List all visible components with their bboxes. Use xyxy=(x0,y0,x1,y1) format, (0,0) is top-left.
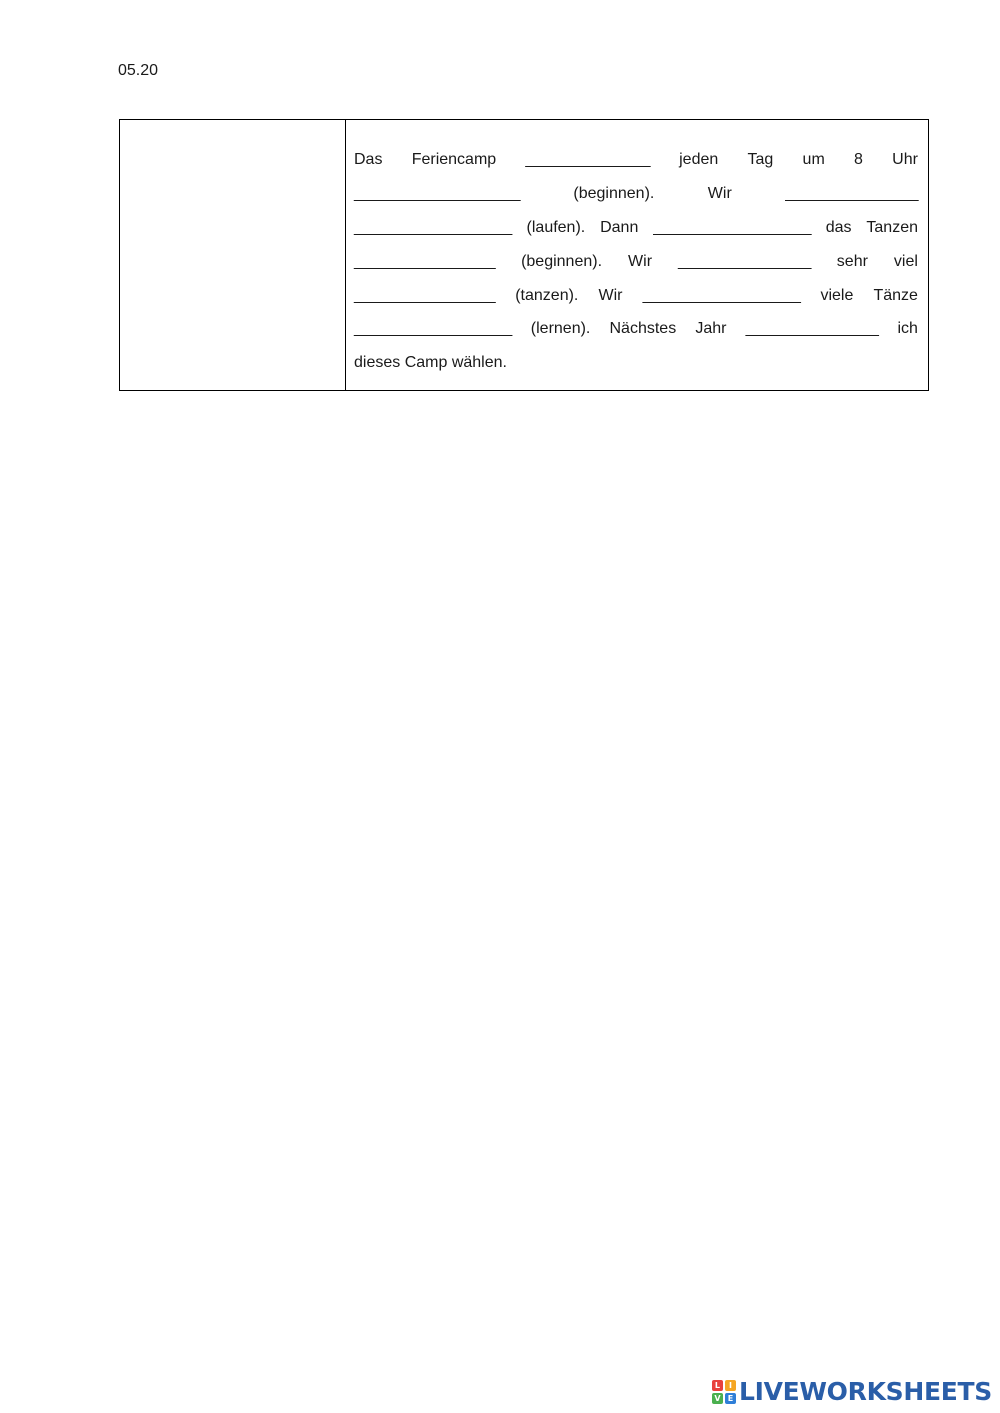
text-word: Feriencamp xyxy=(411,151,497,168)
text-word: Das xyxy=(354,151,383,168)
text-word: Uhr xyxy=(892,151,918,168)
text-word: Tanzen xyxy=(866,218,918,236)
brand-mark-tile: L xyxy=(712,1380,723,1391)
text-word: Tag xyxy=(747,151,774,168)
text-word: Wir xyxy=(628,252,653,270)
text-word: dieses Camp wählen. xyxy=(354,354,507,372)
text-word: (beginnen). xyxy=(573,184,655,202)
answer-blank[interactable]: _________________ xyxy=(354,286,496,304)
text-line xyxy=(354,319,918,353)
text-word: Wir xyxy=(598,286,623,304)
text-word: (tanzen). xyxy=(515,286,579,304)
text-word: 8 xyxy=(854,151,863,168)
text-word: um xyxy=(802,151,825,168)
answer-blank[interactable]: ___________________ xyxy=(653,218,811,236)
brand-name: LIVEWORKSHEETS xyxy=(738,1377,992,1406)
text-word: Jahr xyxy=(695,320,727,338)
text-line xyxy=(354,150,918,184)
text-word: (lernen). xyxy=(530,320,591,338)
answer-blank[interactable]: ___________________ xyxy=(642,286,801,304)
text-word: Dann xyxy=(600,218,639,236)
answer-blank[interactable]: ________________ xyxy=(745,320,879,338)
answer-blank[interactable]: ___________________ xyxy=(354,218,512,236)
answer-blank[interactable]: ________________ xyxy=(785,184,918,202)
answer-blank[interactable]: ________________ xyxy=(678,252,811,270)
cloze-text-cell xyxy=(346,120,928,390)
text-word: das xyxy=(825,218,852,236)
text-word: ich xyxy=(897,320,918,338)
text-word: Wir xyxy=(707,184,732,202)
answer-blank[interactable]: _________________ xyxy=(354,252,496,270)
text-word: viele xyxy=(820,286,854,304)
liveworksheets-logo xyxy=(712,1379,992,1405)
text-line xyxy=(354,286,918,320)
brand-mark-tile: E xyxy=(725,1393,736,1404)
text-line xyxy=(354,218,918,252)
cloze-text xyxy=(354,150,918,387)
page-number: 05.20 xyxy=(118,62,159,79)
text-word: (beginnen). xyxy=(521,252,603,270)
text-word: sehr xyxy=(836,252,868,270)
text-line xyxy=(354,252,918,286)
liveworksheets-mark-icon xyxy=(712,1380,736,1404)
brand-mark-tile: V xyxy=(712,1393,723,1404)
text-line xyxy=(354,353,918,387)
text-word: (laufen). xyxy=(526,218,586,236)
exercise-table xyxy=(119,119,929,391)
text-word: Nächstes xyxy=(609,320,677,338)
text-word: viel xyxy=(893,252,918,270)
answer-blank[interactable]: ____________________ xyxy=(354,184,520,202)
text-word: Tänze xyxy=(873,286,918,304)
text-word: jeden xyxy=(679,151,719,168)
answer-blank[interactable]: ___________________ xyxy=(354,320,512,338)
text-line xyxy=(354,184,918,218)
image-cell xyxy=(120,120,346,390)
answer-blank[interactable]: _______________ xyxy=(525,151,650,168)
brand-mark-tile: I xyxy=(725,1380,736,1391)
